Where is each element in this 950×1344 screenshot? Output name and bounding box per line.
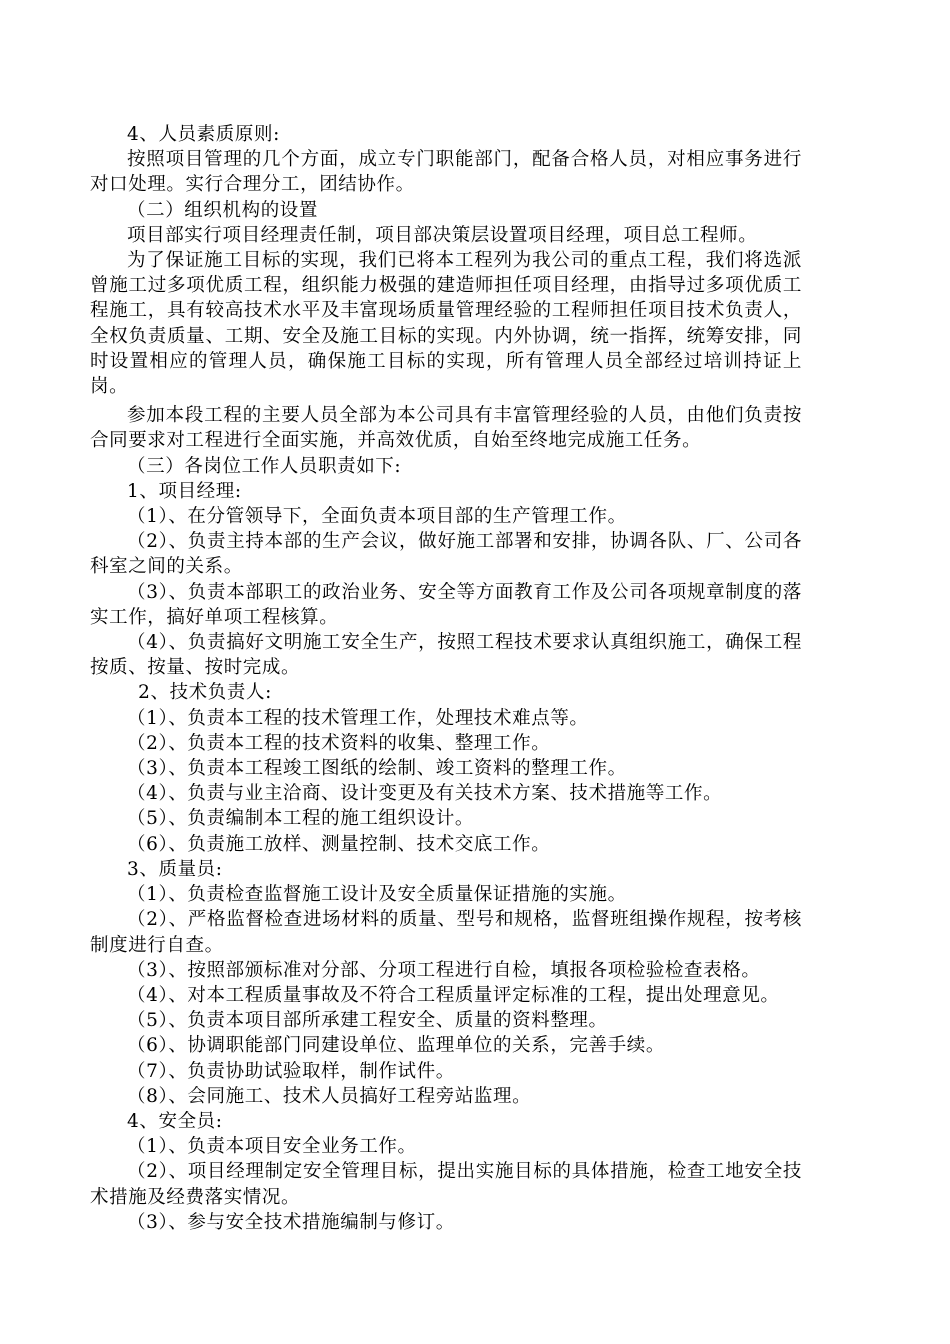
paragraph: 项目部实行项目经理责任制，项目部决策层设置项目经理，项目总工程师。 — [127, 224, 758, 246]
list-item: （1）、负责检查监督施工设计及安全质量保证措施的实施。 — [127, 884, 627, 906]
section-heading-organization: （二）组织机构的设置 — [127, 199, 319, 221]
list-item: （4）、负责搞好文明施工安全生产，按照工程技术要求认真组织施工，确保工程按质、按量、按时完成。 — [90, 632, 802, 679]
list-item: （4）、负责与业主洽商、设计变更及有关技术方案、技术措施等工作。 — [127, 783, 723, 805]
list-item: （1）、负责本项目安全业务工作。 — [127, 1136, 417, 1158]
list-item: （6）、协调职能部门同建设单位、监理单位的关系，完善手续。 — [127, 1035, 665, 1057]
subheading-safety-officer: 4、安全员: — [127, 1110, 223, 1132]
paragraph: 参加本段工程的主要人员全部为本公司具有丰富管理经验的人员，由他们负责按合同要求对工程进行全面实施，并高效优质，自始至终地完成施工任务。 — [90, 405, 802, 452]
list-item: （8）、会同施工、技术人员搞好工程旁站监理。 — [127, 1085, 532, 1107]
subheading-project-manager: 1、项目经理: — [127, 480, 242, 502]
list-item: （2）、负责本工程的技术资料的收集、整理工作。 — [127, 732, 551, 754]
list-item: （3）、负责本部职工的政治业务、安全等方面教育工作及公司各项规章制度的落实工作，搞好单项工程核算。 — [90, 581, 802, 628]
list-item: （3）、按照部颁标准对分部、分项工程进行自检，填报各项检验检查表格。 — [127, 959, 761, 981]
paragraph: 为了保证施工目标的实现，我们已将本工程列为我公司的重点工程，我们将选派曾施工过多项优质工程，组织能力极强的建造师担任项目经理，由指导过多项优质工程施工，具有较高技术水平及丰富现场质量管理经验的工程师担任项目技术负责人，全权负责质量、工期、安全及施工目标的实现。内外协调，统一指挥，统筹安排，同时设置相应的管理人员，确保施工目标的实现，所有管理人员全部经过培训持证上岗。 — [90, 250, 802, 398]
section-heading-personnel-quality: 4、人员素质原则: — [127, 124, 280, 145]
document-body — [90, 122, 802, 1235]
list-item: （1）、在分管领导下，全面负责本项目部的生产管理工作。 — [127, 506, 627, 528]
list-item: （2）、严格监督检查进场材料的质量、型号和规格，监督班组操作规程，按考核制度进行自查。 — [90, 909, 802, 956]
list-item: （2）、项目经理制定安全管理目标，提出实施目标的具体措施，检查工地安全技术措施及经费落实情况。 — [90, 1161, 802, 1208]
list-item: （6）、负责施工放样、测量控制、技术交底工作。 — [127, 833, 551, 855]
paragraph: 按照项目管理的几个方面，成立专门职能部门，配备合格人员，对相应事务进行对口处理。实行合理分工，团结协作。 — [90, 149, 802, 196]
subheading-technical-lead: 2、技术负责人: — [138, 682, 272, 704]
list-item: （7）、负责协助试验取样，制作试件。 — [127, 1060, 455, 1082]
list-item: （3）、参与安全技术措施编制与修订。 — [127, 1211, 455, 1233]
list-item: （2）、负责主持本部的生产会议，做好施工部署和安排，协调各队、厂、公司各科室之间的关系。 — [90, 531, 802, 578]
list-item: （3）、负责本工程竣工图纸的绘制、竣工资料的整理工作。 — [127, 758, 627, 780]
list-item: （1）、负责本工程的技术管理工作，处理技术难点等。 — [127, 707, 589, 729]
section-heading-responsibilities: （三）各岗位工作人员职责如下: — [127, 455, 402, 477]
subheading-quality-inspector: 3、质量员: — [127, 858, 223, 880]
list-item: （4）、对本工程质量事故及不符合工程质量评定标准的工程，提出处理意见。 — [127, 984, 780, 1006]
list-item: （5）、负责本项目部所承建工程安全、质量的资料整理。 — [127, 1010, 608, 1032]
list-item: （5）、负责编制本工程的施工组织设计。 — [127, 808, 474, 830]
